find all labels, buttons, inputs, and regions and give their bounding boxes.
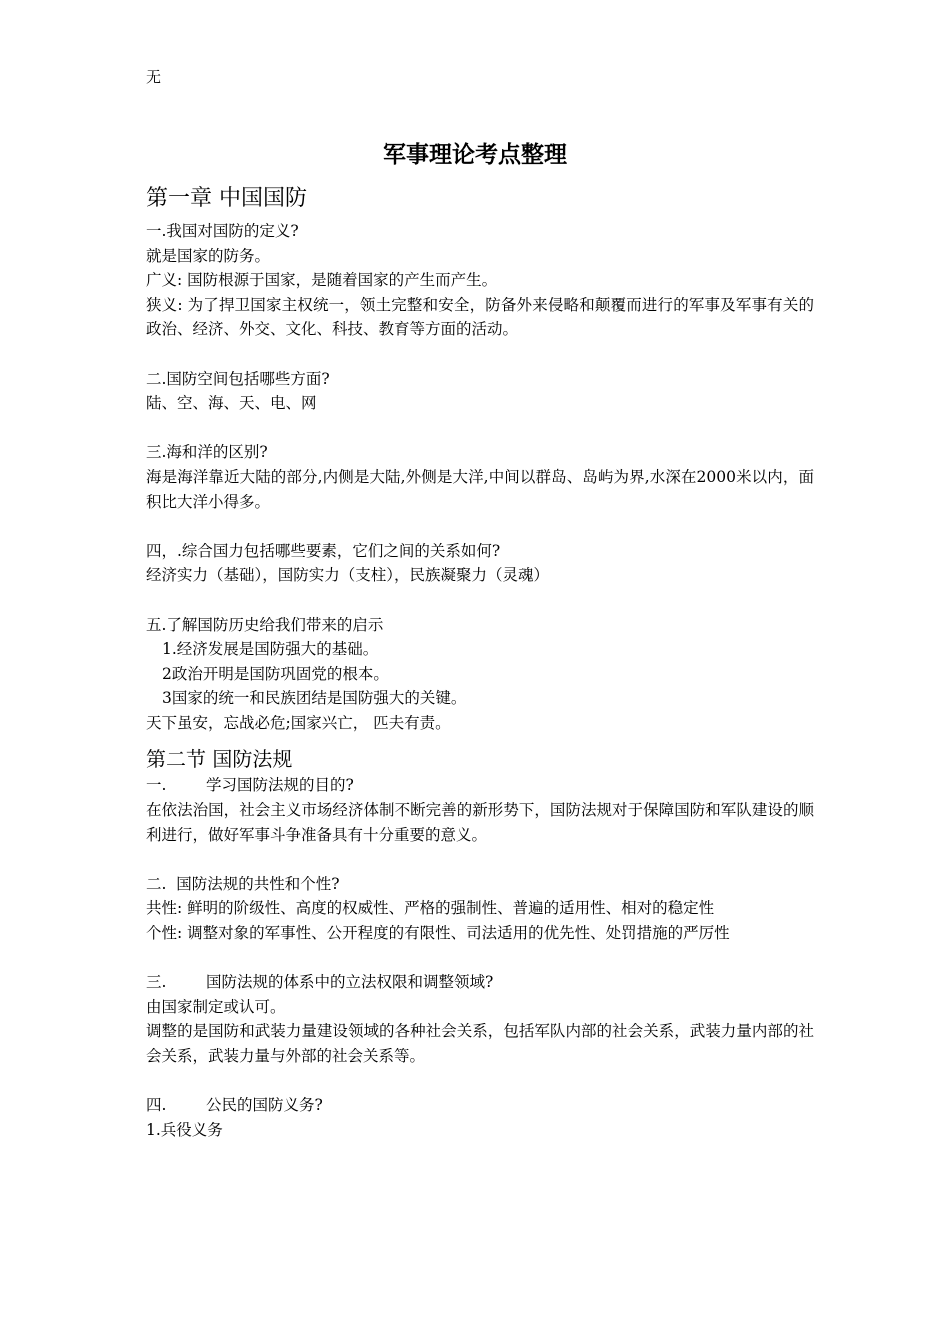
answer-paragraph: 海是海洋靠近大陆的部分,内侧是大陆,外侧是大洋,中间以群岛、岛屿为界,水深在2000米以内，面积比大洋小得多。 bbox=[146, 467, 814, 511]
answer-paragraph: 共性: 鲜明的阶级性、高度的权威性、严格的强制性、普遍的适用性、相对的稳定性 bbox=[146, 899, 715, 918]
section2-question-4 bbox=[146, 1093, 814, 1118]
document-title: 军事理论考点整理 bbox=[383, 142, 567, 168]
answer-paragraph: 在依法治国，社会主义市场经济体制不断完善的新形势下，国防法规对于保障国防和军队建设的顺利进行，做好军事斗争准备具有十分重要的意义。 bbox=[146, 801, 814, 844]
closing-line: 天下虽安，忘战必危;国家兴亡， 匹夫有责。 bbox=[146, 713, 451, 732]
question-1: 一.我国对国防的定义? bbox=[146, 222, 299, 240]
question-number: 一. bbox=[146, 776, 167, 795]
section2-question-1 bbox=[146, 773, 814, 798]
question-text: 学习国防法规的目的? bbox=[206, 776, 354, 795]
list-item: 2政治开明是国防巩固党的根本。 bbox=[162, 664, 389, 683]
question-number: 四. bbox=[146, 1096, 167, 1115]
answer-paragraph: 狭义: 为了捍卫国家主权统一，领土完整和安全，防备外来侵略和颠覆而进行的军事及军事有关的政治、经济、外交、文化、科技、教育等方面的活动。 bbox=[146, 295, 814, 339]
section2-question-2: 二. 国防法规的共性和个性? bbox=[146, 874, 340, 893]
document-body bbox=[146, 183, 814, 1142]
question-3: 三.海和洋的区别? bbox=[146, 443, 268, 462]
answer-paragraph: 调整的是国防和武装力量建设领域的各种社会关系，包括军队内部的社会关系，武装力量内部的社会关系，武装力量与外部的社会关系等。 bbox=[146, 1022, 814, 1065]
chapter1-heading: 第一章 中国国防 bbox=[146, 186, 307, 211]
question-number: 三. bbox=[146, 973, 167, 992]
question-text: 国防法规的体系中的立法权限和调整领域? bbox=[206, 973, 494, 992]
answer-line: 经济实力（基础），国防实力（支柱），民族凝聚力（灵魂） bbox=[146, 566, 550, 585]
question-text: 公民的国防义务? bbox=[206, 1096, 323, 1115]
section2-question-3 bbox=[146, 970, 814, 995]
question-2: 二.国防空间包括哪些方面? bbox=[146, 369, 330, 388]
page-header: 无 bbox=[146, 68, 162, 86]
question-4: 四，.综合国力包括哪些要素，它们之间的关系如何? bbox=[146, 541, 501, 560]
section2-heading: 第二节 国防法规 bbox=[146, 747, 293, 772]
answer-line: 广义: 国防根源于国家，是随着国家的产生而产生。 bbox=[146, 271, 498, 290]
answer-line: 由国家制定或认可。 bbox=[146, 997, 286, 1016]
question-5: 五.了解国防历史给我们带来的启示 bbox=[146, 615, 384, 634]
list-item: 1.经济发展是国防强大的基础。 bbox=[162, 640, 379, 659]
answer-line: 1.兵役义务 bbox=[146, 1120, 223, 1139]
answer-line: 就是国家的防务。 bbox=[146, 246, 271, 265]
list-item: 3国家的统一和民族团结是国防强大的关键。 bbox=[162, 689, 467, 708]
answer-line: 陆、空、海、天、电、网 bbox=[146, 394, 317, 413]
answer-paragraph: 个性: 调整对象的军事性、公开程度的有限性、司法适用的优先性、处罚措施的严厉性 bbox=[146, 924, 730, 943]
